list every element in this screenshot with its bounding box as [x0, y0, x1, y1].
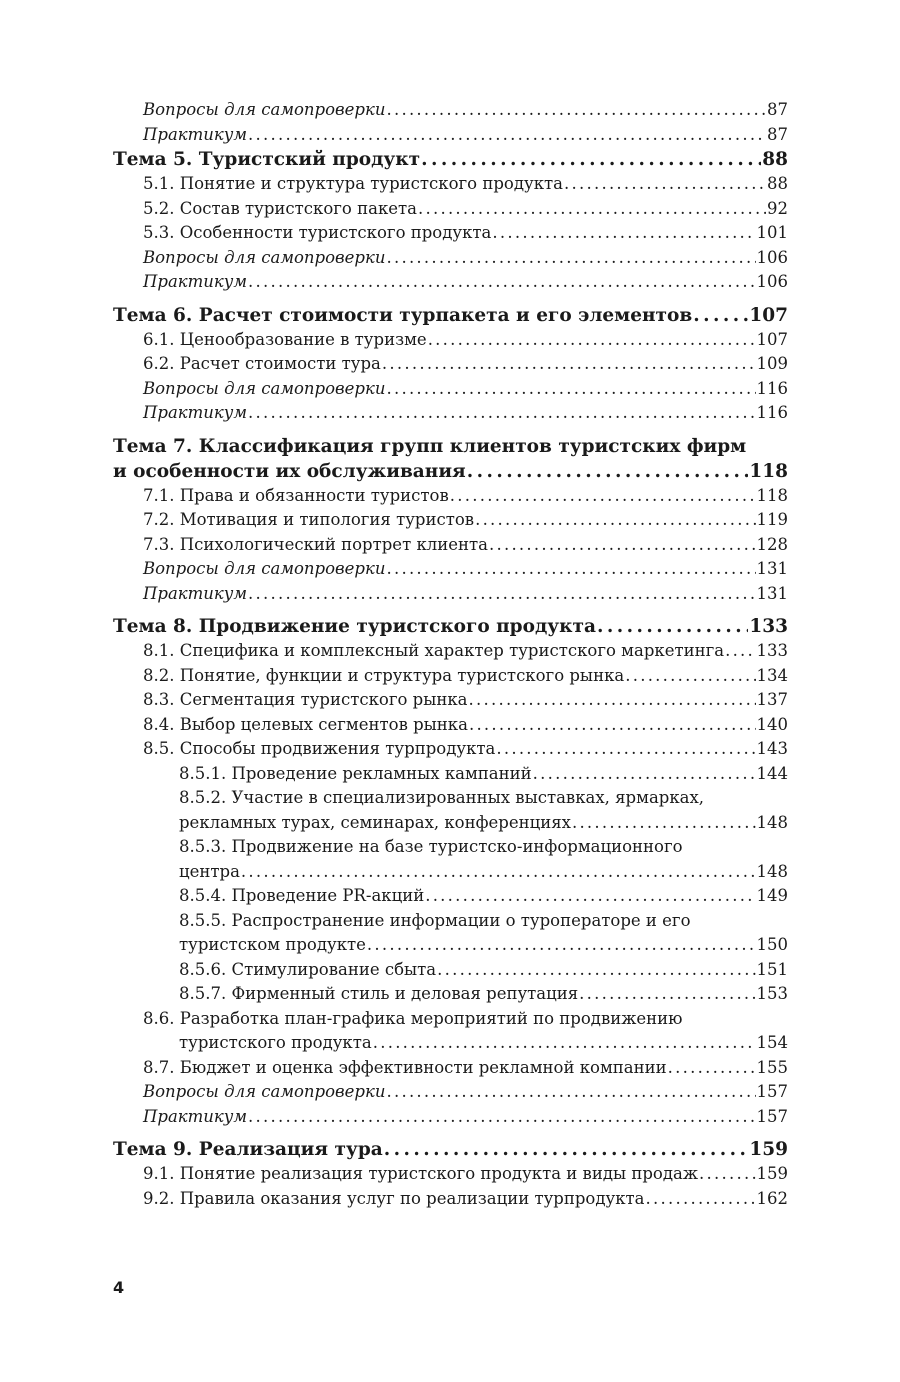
toc-entry-title: 8.5. Способы продвижения турпродукта	[143, 739, 496, 758]
toc-entry-title: 8.5.6. Стимулирование сбыта	[179, 959, 437, 979]
dot-leader	[564, 172, 766, 197]
toc-entry-title: 9.1. Понятие реализация туристского продукта и виды продаж	[143, 1164, 699, 1183]
dot-leader	[489, 533, 756, 558]
toc-entry-page-number: 133	[756, 641, 788, 660]
toc-entry-title: 8.3. Сегментация туристского рынка	[143, 690, 468, 709]
toc-section-entry	[113, 1105, 788, 1130]
toc-entry-title: 5.2. Состав туристского пакета	[143, 198, 417, 218]
dot-leader	[668, 1056, 756, 1081]
dot-leader	[418, 197, 766, 222]
toc-entry-title: Вопросы для самопроверки	[143, 100, 386, 119]
dot-leader	[597, 614, 748, 639]
toc-entry-page-number: 88	[762, 149, 788, 170]
dot-leader	[496, 737, 755, 762]
toc-section-entry	[113, 508, 788, 533]
toc-subsection-entry	[113, 884, 788, 909]
toc-entry-page-number: 149	[756, 886, 788, 905]
toc-entry-title: 5.3. Особенности туристского продукта	[143, 223, 492, 242]
dot-leader	[492, 221, 755, 246]
toc-entry-title: 6.2. Расчет стоимости тура	[143, 354, 381, 373]
toc-entry-page-number: 137	[756, 690, 788, 709]
toc-entry-page-number: 106	[756, 247, 788, 267]
toc-entry-title: Тема 6. Расчет стоимости турпакета и его элементов	[113, 304, 693, 326]
toc-entry-page-number: 118	[756, 485, 788, 505]
toc-entry-title: 8.1. Специфика и комплексный характер туристского маркетинга	[143, 641, 725, 660]
toc-entry-title: Вопросы для самопроверки	[143, 378, 386, 398]
toc-subsection-entry	[113, 837, 788, 885]
toc-entry-page-number: 128	[756, 534, 788, 554]
toc-entry-page-number: 150	[756, 935, 788, 954]
toc-entry-title: Практикум	[143, 124, 248, 144]
toc-section-entry	[113, 664, 788, 689]
dot-leader	[572, 811, 756, 836]
dot-leader	[646, 1187, 756, 1212]
toc-section-entry	[113, 1056, 788, 1081]
toc-entry-title: Тема 9. Реализация тура	[113, 1139, 383, 1160]
dot-leader	[373, 1031, 756, 1056]
dot-leader	[248, 270, 755, 295]
toc-entry-page-number: 101	[756, 223, 788, 242]
toc-entry-page-number: 148	[756, 812, 788, 832]
toc-section-entry	[113, 582, 788, 607]
dot-leader	[533, 762, 756, 787]
toc-entry-page-number: 144	[756, 763, 788, 783]
toc-entry-title: 7.2. Мотивация и типология туристов	[143, 510, 475, 529]
toc-section-entry	[113, 484, 788, 509]
dot-leader	[450, 484, 756, 509]
toc-entry-title: центра	[179, 861, 240, 881]
toc-entry-page-number: 155	[756, 1057, 788, 1077]
dot-leader	[386, 98, 766, 123]
toc-entry-page-number: 109	[756, 354, 788, 373]
toc-entry-page-number: 119	[756, 510, 788, 529]
toc-entry-page-number: 106	[756, 272, 788, 291]
toc-entry-title: 8.7. Бюджет и оценка эффективности рекламной компании	[143, 1057, 667, 1077]
toc-entry-page-number: 151	[756, 959, 788, 979]
toc-entry-title: 8.5.4. Проведение PR-акций	[179, 886, 425, 905]
toc-entry-title: 8.5.7. Фирменный стиль и деловая репутация	[179, 984, 579, 1003]
toc-entry-title: 8.4. Выбор целевых сегментов рынка	[143, 714, 468, 734]
dot-leader	[386, 377, 755, 402]
toc-entry-page-number: 107	[749, 304, 788, 326]
dot-leader	[725, 639, 755, 664]
toc-entry-page-number: 157	[756, 1106, 788, 1126]
toc-entry-title: 8.5.1. Проведение рекламных кампаний	[179, 763, 532, 783]
toc-chapter-entry	[113, 435, 788, 484]
toc-chapter-entry	[113, 1137, 788, 1162]
dot-leader	[467, 459, 749, 484]
toc-entry-title-line1: 8.5.5. Распространение информации о туроператоре и его	[179, 910, 691, 930]
toc-entry-page-number: 88	[767, 174, 788, 193]
toc-entry-title: и особенности их обслуживания	[113, 460, 466, 482]
table-of-contents	[113, 98, 788, 1211]
toc-section-entry	[113, 533, 788, 558]
toc-entry-page-number: 92	[767, 198, 788, 218]
toc-chapter-entry	[113, 147, 788, 172]
toc-entry-title: туристского продукта	[179, 1033, 372, 1052]
toc-entry-title: Тема 5. Туристский продукт	[113, 149, 421, 170]
toc-entry-title: туристском продукте	[179, 935, 366, 954]
dot-leader	[625, 664, 755, 689]
toc-entry-title: 7.3. Психологический портрет клиента	[143, 534, 488, 554]
toc-entry-page-number: 107	[756, 329, 788, 349]
toc-section-entry	[113, 688, 788, 713]
dot-leader	[241, 860, 756, 885]
toc-section-entry	[113, 1162, 788, 1187]
toc-subsection-entry	[113, 910, 788, 958]
dot-leader	[384, 1137, 749, 1162]
toc-section-entry	[113, 401, 788, 426]
toc-entry-title: 9.2. Правила оказания услуг по реализации турпродукта	[143, 1188, 645, 1208]
toc-entry-title-line1: 8.5.2. Участие в специализированных выставках, ярмарках,	[179, 788, 705, 807]
toc-entry-title: 6.1. Ценообразование в туризме	[143, 329, 427, 349]
toc-section-entry	[113, 246, 788, 271]
toc-section-entry	[113, 98, 788, 123]
toc-section-entry	[113, 197, 788, 222]
dot-leader	[248, 582, 755, 607]
toc-entry-page-number: 148	[756, 861, 788, 881]
toc-entry-title: Вопросы для самопроверки	[143, 1082, 386, 1101]
toc-subsection-entry	[113, 788, 788, 836]
toc-entry-title: Тема 8. Продвижение туристского продукта	[113, 616, 596, 637]
page-number: 4	[113, 1278, 125, 1297]
dot-leader	[386, 1080, 755, 1105]
dot-leader	[386, 246, 755, 271]
toc-entry-page-number: 162	[756, 1188, 788, 1208]
toc-entry-page-number: 159	[756, 1164, 788, 1183]
dot-leader	[469, 688, 756, 713]
toc-section-entry	[113, 557, 788, 582]
dot-leader	[248, 1105, 755, 1130]
toc-entry-page-number: 133	[749, 616, 788, 637]
toc-section-entry	[113, 377, 788, 402]
toc-section-entry	[113, 270, 788, 295]
toc-entry-page-number: 157	[756, 1082, 788, 1101]
toc-entry-page-number: 153	[756, 984, 788, 1003]
toc-entry-title: Практикум	[143, 403, 248, 422]
dot-leader	[579, 982, 755, 1007]
dot-leader	[469, 713, 756, 738]
toc-entry-title-line1: 8.5.3. Продвижение на базе туристско-информационного	[179, 837, 683, 856]
toc-section-entry	[113, 713, 788, 738]
dot-leader	[386, 557, 755, 582]
toc-section-entry	[113, 1008, 788, 1056]
dot-leader	[425, 884, 755, 909]
toc-entry-title: Вопросы для самопроверки	[143, 247, 386, 267]
toc-entry-title: Практикум	[143, 1106, 248, 1126]
toc-chapter-entry	[113, 614, 788, 639]
dot-leader	[421, 147, 761, 172]
dot-leader	[367, 933, 756, 958]
toc-entry-page-number: 134	[756, 665, 788, 685]
dot-leader	[693, 303, 748, 328]
dot-leader	[382, 352, 756, 377]
dot-leader	[475, 508, 755, 533]
toc-subsection-entry	[113, 958, 788, 983]
toc-section-entry	[113, 1080, 788, 1105]
toc-entry-page-number: 154	[756, 1033, 788, 1052]
dot-leader	[437, 958, 755, 983]
toc-section-entry	[113, 1187, 788, 1212]
toc-entry-title: 5.1. Понятие и структура туристского продукта	[143, 174, 563, 193]
toc-entry-page-number: 159	[749, 1139, 788, 1160]
toc-section-entry	[113, 172, 788, 197]
toc-entry-title: 7.1. Права и обязанности туристов	[143, 485, 449, 505]
toc-entry-title-line1: 8.6. Разработка план-графика мероприятий по продвижению	[143, 1008, 683, 1028]
toc-entry-page-number: 87	[767, 100, 788, 119]
dot-leader	[248, 401, 755, 426]
toc-entry-page-number: 131	[756, 559, 788, 578]
dot-leader	[428, 328, 756, 353]
toc-entry-page-number: 143	[756, 739, 788, 758]
dot-leader	[248, 123, 766, 148]
toc-section-entry	[113, 328, 788, 353]
toc-entry-title: 8.2. Понятие, функции и структура туристского рынка	[143, 665, 625, 685]
toc-entry-title-line1: Тема 7. Классификация групп клиентов туристских фирм	[113, 435, 747, 457]
toc-subsection-entry	[113, 762, 788, 787]
toc-entry-page-number: 87	[767, 124, 788, 144]
toc-subsection-entry	[113, 982, 788, 1007]
dot-leader	[699, 1162, 755, 1187]
toc-entry-page-number: 116	[756, 403, 788, 422]
toc-entry-title: Практикум	[143, 272, 248, 291]
toc-section-entry	[113, 352, 788, 377]
toc-chapter-entry	[113, 303, 788, 328]
toc-entry-title: рекламных турах, семинарах, конференциях	[179, 812, 571, 832]
toc-entry-page-number: 116	[756, 378, 788, 398]
toc-section-entry	[113, 737, 788, 762]
toc-entry-title: Практикум	[143, 583, 248, 603]
toc-section-entry	[113, 221, 788, 246]
toc-entry-page-number: 131	[756, 583, 788, 603]
toc-section-entry	[113, 639, 788, 664]
toc-entry-page-number: 118	[749, 460, 788, 482]
toc-entry-title: Вопросы для самопроверки	[143, 559, 386, 578]
toc-section-entry	[113, 123, 788, 148]
toc-entry-page-number: 140	[756, 714, 788, 734]
